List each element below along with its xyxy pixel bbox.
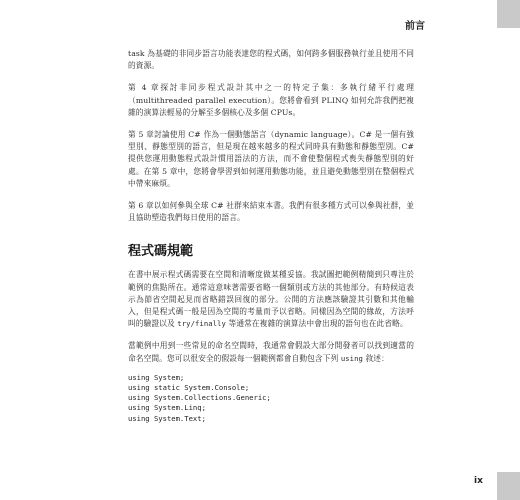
intro-paragraph-2: 第 4 章探討非同步程式設計其中之一的特定子集：多執行緒平行處理（multithreaded parallel execution）。您將會看到 PLINQ 如何允許我們把複雜的演算法輕易的分解至多個核心及多個 CPUs。 [128,83,414,117]
section-p1-code: try/finally [177,319,226,329]
section-p1-text-a: 在書中展示程式碼需要在空間和清晰度做某種妥協。我試圖把範例精簡到只專注於範例的焦點所在。通常這意味著需要省略一個類別或方法的其他部分。有時候這表示為節省空間起見而省略錯誤回復的部分。公開的方法應該驗證其引數和其他輸入，但是程式碼一般是因為空間的考量而予以省略。同樣因為空間的緣故，方法呼叫的驗證以及 [128,270,414,329]
page-body [128,48,414,424]
code-block [128,373,414,424]
intro-paragraph-3: 第 5 章討論使用 C# 作為一個動態語言（dynamic language）。C# 是一個有強型別、靜態型別的語言，但是現在越來越多的程式同時具有動態和靜態型別。C# 提供您運用動態程式設計慣用語法的方法，而不會使整個程式喪失靜態型別的好處。在第 5 章中，您將會學習到如何運用動態功能，並且避免動態型別在整個程式中帶來麻煩。 [128,130,414,188]
code-line: using System.Text; [128,413,206,423]
section-title: 程式碼規範 [128,244,194,260]
side-tab-marker [497,0,520,28]
footer-tab-marker [497,472,520,500]
intro-paragraph-4: 第 6 章以如何參與全球 C# 社群來結束本書。我們有很多種方式可以參與社群，並且協助塑造我們每日使用的語言。 [128,201,414,223]
code-line: using System.Linq; [128,403,206,413]
section-p1-text-b: 等通常在複雜的演算法中會出現的語句也在此省略。 [225,319,408,329]
page-number: ix [474,476,483,486]
section-p2-text-a: 當範例中用到一些常見的命名空間時，我通常會假設大部分開發者可以找到適當的命名空間。您可以很安全的假設每一個範例都會自動包含下列 [128,341,414,363]
code-line: using System; [128,372,185,382]
code-line: using System.Collections.Generic; [128,393,271,403]
chapter-header: 前言 [405,21,425,32]
section-p2-code: using [340,353,363,363]
section-paragraph-2 [128,340,414,364]
intro-paragraph-1: task 為基礎的非同步語言功能表達您的程式碼，如何跨多個服務執行並且使用不同的資源。 [128,49,414,71]
section-paragraph-1 [128,269,414,330]
code-line: using static System.Console; [128,383,250,393]
section-p2-text-b: 敘述： [362,353,389,363]
